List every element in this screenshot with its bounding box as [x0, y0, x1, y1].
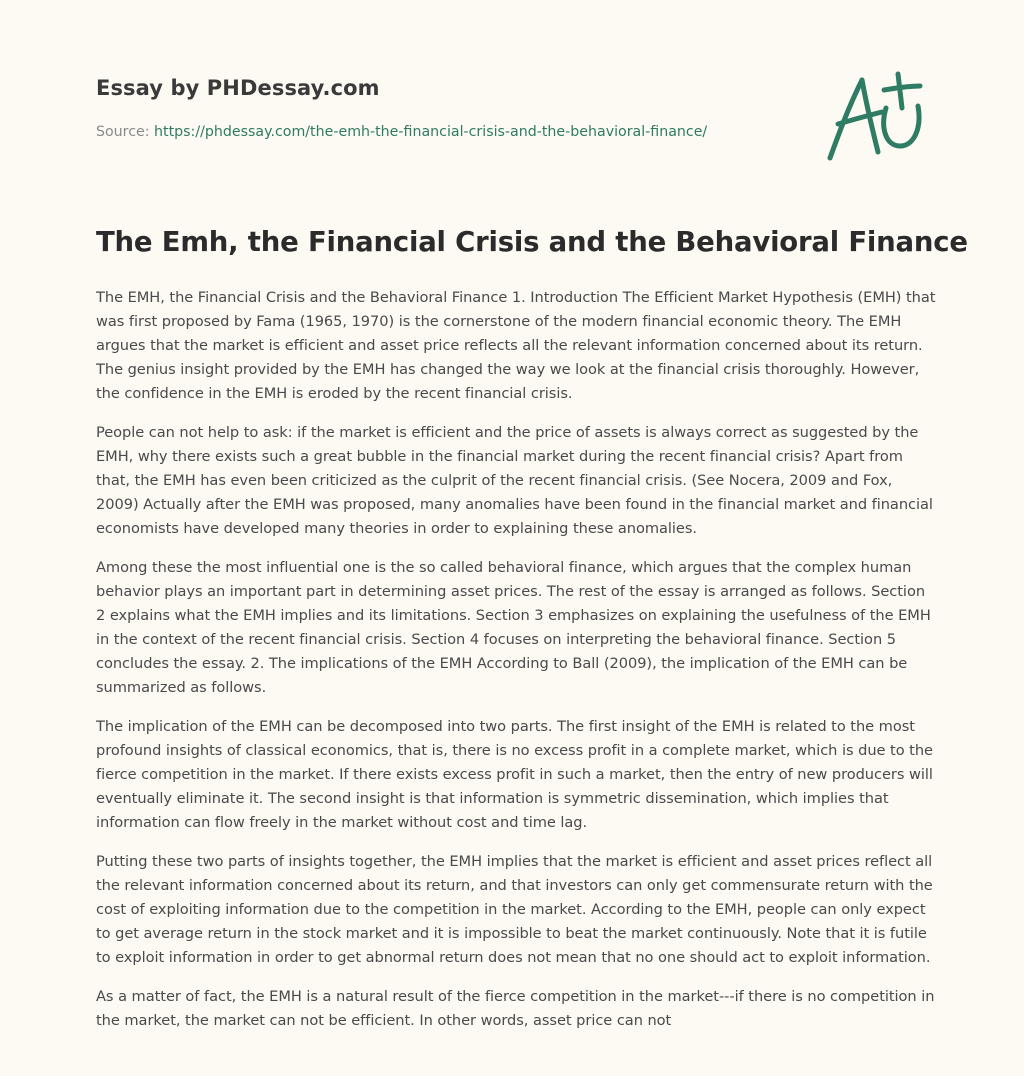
source-link[interactable]: https://phdessay.com/the-emh-the-financial-crisis-and-the-behavioral-finance/ [154, 124, 708, 140]
essay-paragraph: Putting these two parts of insights together, the EMH implies that the market is efficient and asset prices reflect all the relevant information concerned about its return, and that investors can only get commensurate return with the cost of exploiting information due to the competition in the market. According to the EMH, people can only expect to get average return in the stock market and it is impossible to beat the market continuously. Note that it is futile to exploit information in order to get abnormal return does not mean that no one should act to exploit information. [96, 853, 933, 966]
essay-paragraph: The implication of the EMH can be decomposed into two parts. The first insight of the EMH is related to the most profound insights of classical economics, that is, there is no excess profit in a complete market, which is due to the fierce competition in the market. If there exists excess profit in such a market, then the entry of new producers will eventually eliminate it. The second insight is that information is symmetric dissemination, which implies that information can flow freely in the market without cost and time lag. [96, 718, 933, 831]
essay-paragraph: Among these the most influential one is the so called behavioral finance, which argues that the complex human behavior plays an important part in determining asset prices. The rest of the essay is arranged as follows. Section 2 explains what the EMH implies and its limitations. Section 3 emphasizes on explaining the usefulness of the EMH in the context of the recent financial crisis. Section 4 focuses on interpreting the behavioral finance. Section 5 concludes the essay. 2. The implications of the EMH According to Ball (2009), the implication of the EMH can be summarized as follows. [96, 559, 931, 696]
essay-paragraph: People can not help to ask: if the market is efficient and the price of assets is always correct as suggested by the EMH, why there exists such a great bubble in the financial market during the recent financial crisis? Apart from that, the EMH has even been criticized as the culprit of the recent financial crisis. (See Nocera, 2009 and Fox, 2009) Actually after the EMH was proposed, many anomalies have been found in the financial market and financial economists have developed many theories in order to explaining these anomalies. [96, 424, 933, 537]
source-line [96, 124, 707, 140]
source-label: Source: [96, 124, 155, 140]
essay-paragraph: The EMH, the Financial Crisis and the Behavioral Finance 1. Introduction The Efficient Market Hypothesis (EMH) that was first proposed by Fama (1965, 1970) is the cornerstone of the modern financial economic theory. The EMH argues that the market is efficient and asset price reflects all the relevant information concerned about its return. The genius insight provided by the EMH has changed the way we look at the financial crisis thoroughly. However, the confidence in the EMH is eroded by the recent financial crisis. [96, 289, 936, 402]
a-plus-grade-icon [820, 66, 930, 166]
essay-body [96, 286, 936, 1048]
essay-title: The Emh, the Financial Crisis and the Behavioral Finance [96, 226, 968, 258]
site-brand: Essay by PHDessay.com [96, 76, 380, 100]
essay-paragraph: As a matter of fact, the EMH is a natural result of the fierce competition in the market---if there is no competition in the market, the market can not be efficient. In other words, asset price can not [96, 988, 935, 1029]
